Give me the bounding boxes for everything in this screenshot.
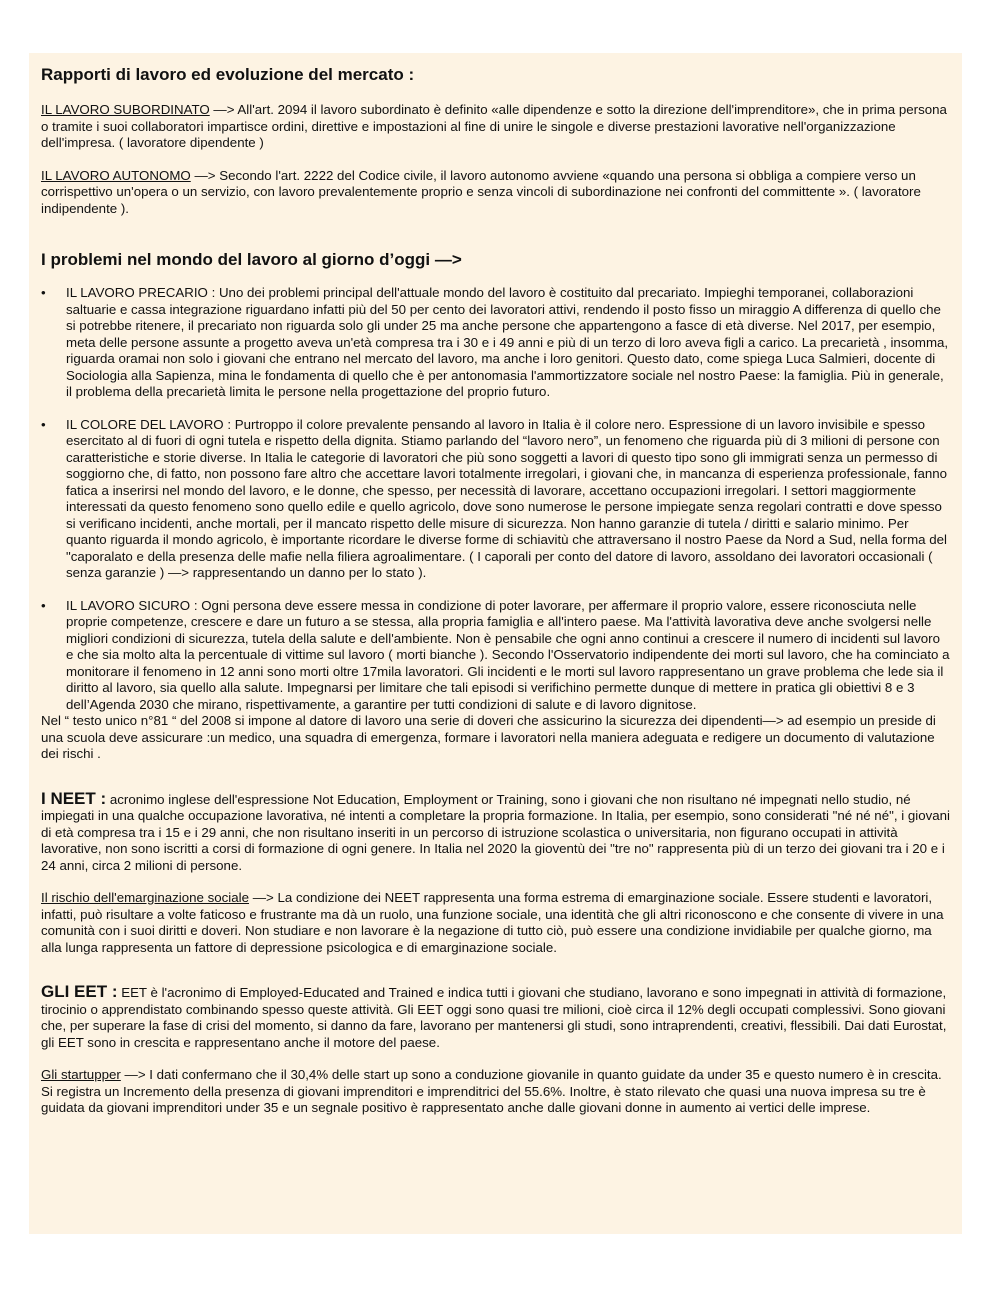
label-startupper: Gli startupper: [41, 1067, 121, 1082]
document-page: [29, 53, 962, 1234]
label-lavoro-autonomo: IL LAVORO AUTONOMO: [41, 167, 191, 183]
text-lavoro-autonomo: —> Secondo l'art. 2222 del Codice civile, il lavoro autonomo avviene «quando una persona si obbliga a compiere verso un corrispettivo un'opera o un servizio, con lavoro prevalentemente proprio e senza vincoli di subordinazione nei confronti del committente ». ( lavoratore indipendente ).: [41, 167, 921, 216]
text-lavoro-subordinato: —> All'art. 2094 il lavoro subordinato è definito «alle dipendenze e sotto la direzione dell'imprenditore», che in prima persona o tramite i suoi collaboratori impartisce ordini, direttive e impostazioni al fine di unire le singole e diverse prestazioni lavorative nell'organizzazione dell'impresa. ( lavoratore dipendente ): [41, 102, 947, 150]
text-eet: EET è l'acronimo di Employed-Educated and Trained e indica tutti i giovani che studiano, lavorano e sono impegnati in attività di formazione, tirocinio o apprendistato combinando spesso queste attività. Gli EET oggi sono quasi tre milioni, cioè circa il 12% degli occupati complessivi. Sono giovani che, per superare la fase di crisi del momento, si danno da fare, lavorano per mantenersi gli studi, sono intraprendenti, creativi, flessibili. Dai dati Eurostat, gli EET sono in crescita e rappresentano anche il motore del paese.: [41, 985, 947, 1050]
paragraph-neet: [41, 788, 950, 875]
paragraph-rischio-emarginazione: [41, 890, 950, 956]
paragraph-lavoro-autonomo: [41, 168, 950, 218]
paragraph-testo-unico: Nel “ testo unico n°81 “ del 2008 si impone al datore di lavoro una serie di doveri che assicurino la sicurezza dei dipendenti—> ad esempio un preside di una scuola deve assicurare :un medico, una squadra di emergenza, formare i lavoratori nella maniera adeguata e redigere un documento di valutazione dei rischi .: [41, 713, 936, 761]
bullet-icon: •: [41, 285, 46, 300]
paragraph-lavoro-subordinato: [41, 102, 950, 152]
paragraph-startupper: [41, 1067, 950, 1117]
label-lavoro-subordinato: IL LAVORO SUBORDINATO: [41, 102, 210, 117]
text-startupper: —> I dati confermano che il 30,4% delle start up sono a conduzione giovanile in quanto guidate da under 35 e questo numero è in crescita. Si registra un Incremento della presenza di giovani imprenditori e imprenditrici del 55.6%. Inoltre, è stato rilevato che quasi una nuova impresa su tre è guidata da giovani imprenditori under 35 e un segnale positivo è rappresentato anche dalle giovani donne in aumento ai vertici delle imprese.: [41, 1067, 942, 1115]
text-rischio-emarginazione: —> La condizione dei NEET rappresenta una forma estrema di emarginazione sociale. Essere studenti e lavoratori, infatti, può risultare a volte faticoso e frustrante ma dà un ruolo, una funzione sociale, una identità che gli altri riconoscono e che consente di vivere in una comunità con i suoi diritti e doveri. Non studiare e non lavorare è la negazione di tutto ciò, può essere una condizione invidiabile per qualche giorno, ma alla lunga rappresenta un fattore di depressione psicologica e di emarginazione sociale.: [41, 890, 944, 955]
text-neet: acronimo inglese dell'espressione Not Education, Employment or Training, sono i giovani che non risultano né impegnati nello studio, né impiegati in una qualche occupazione lavorativa, né intenti a completare la propria formazione. In Italia, per esempio, sono considerati "né né né", i giovani di età compresa tra i 15 e i 29 anni, che non risultano inseriti in un percorso di istruzione scolastica o universitaria, non figurano occupati in attività lavorative, non sono iscritti a corsi di formazione di ogni genere. In Italia nel 2020 la gioventù dei "tre no" rappresenta più di un terzo dei giovani tra i 20 e i 24 anni, circa 2 milioni di persone.: [41, 791, 950, 873]
text-colore-lavoro: IL COLORE DEL LAVORO : Purtroppo il colore prevalente pensando al lavoro in Italia è il colore nero. Espressione di un lavoro invisibile e spesso esercitato al di fuori di ogni tutela e rispetto della dignita. Stiamo parlando del “lavoro nero”, un fenomeno che riguarda più di 3 milioni di persone con caratteristiche e storie diverse. In Italia le categorie di lavoratori che più sono soggetti a lavori di questo tipo sono gli immigrati senza un permesso di soggiorno che, di fatto, non possono fare altro che accettare lavori totalmente irregolari, i giovani che, in mancanza di esperienza professionale, fanno fatica a inserirsi nel mondo del lavoro, e le donne, che spesso, per necessità di lavorare, accettano occupazioni irregolari. I settori maggiormente interessati da questo fenomeno sono quello edile e quello agricolo, dove sono numerose le persone impiegate senza regolari contratti e dove spesso si verificano incidenti, anche mortali, per il mancato rispetto delle misure di sicurezza. Non hanno garanzie di tutela / diritti e salario minimo. Per quanto riguarda il mondo agricolo, è importante ricordare le diverse forme di schiavitù che attraversano il nostro Paese da Nord a Sud, nella forma del "caporalato e della presenza delle mafie nella filiera agroalimentare. ( I caporali per conto del datore di lavoro, assoldano dei lavoratori occasionali ( senza garanzie ) —> rappresentando un danno per lo stato ).: [66, 416, 948, 580]
list-item-lavoro-precario: [41, 285, 950, 401]
text-lavoro-sicuro: IL LAVORO SICURO : Ogni persona deve essere messa in condizione di poter lavorare, per affermare il proprio valore, essere riconosciuta nelle proprie competenze, crescere e dare un futuro a se stessa, alla propria famiglia e all'intero paese. Ma l'attività lavorativa deve anche svolgersi nelle migliori condizioni di sicurezza, tutela della salute e dell'ambiente. Non è pensabile che ogni anno continui a crescere il numero di incidenti sul lavoro e che sia molto alta la percentuale di vittime sul lavoro ( morti bianche ). Secondo l'Osservatorio indipendente dei morti sul lavoro, che ha cominciato a monitorare il fenomeno in 12 anni sono morti oltre 17mila lavoratori. Gli incidenti e le morti sul lavoro rappresentano un grave problema che lede sia il diritto al lavoro, sia quello alla salute. Impegnarsi per limitare che tali episodi si verifichino permette dunque di mettere in pratica gli obiettivi 8 e 3 dell’Agenda 2030 che mirano, rispettivamente, a garantire per tutti condizioni di salute e di lavoro dignitose.: [66, 597, 950, 712]
text-lavoro-precario: IL LAVORO PRECARIO : Uno dei problemi principal dell'attuale mondo del lavoro è costituito dal precariato. Impieghi temporanei, collaborazioni saltuarie e cassa integrazione riguardano infatti più del 50 per cento dei lavoratori attivi, rendendo il posto fisso un miraggio A differenza di quello che si potrebbe ritenere, il precariato non riguarda solo gli under 25 ma anche persone che appartengono a fasce di età diverse. Nel 2017, per esempio, meta delle persone assunte a progetto aveva un'età compresa tra i 30 e i 49 anni e più di un terzo di loro aveva figli a carico. La precarietà , insomma, riguarda oramai non solo i giovani che entrano nel mercato del lavoro, ma anche i loro genitori. Questo dato, come spiega Luca Salmieri, docente di Sociologia alla Sapienza, mina le fondamenta di quello che è per antonomasia l'ammortizzatore sociale nel nostro Paese: la famiglia. Più in generale, il problema della precarietà limita le persone nella progettazione del proprio futuro.: [66, 285, 949, 399]
list-item-colore-lavoro: [41, 417, 950, 582]
bullet-icon: •: [41, 416, 46, 432]
bullet-icon: •: [41, 597, 46, 613]
list-item-lavoro-sicuro: [41, 598, 950, 714]
section-title-rapporti: Rapporti di lavoro ed evoluzione del mercato :: [41, 65, 415, 84]
problems-list: [41, 285, 950, 713]
label-rischio-emarginazione: Il rischio dell'emarginazione sociale: [41, 890, 250, 905]
label-eet: GLI EET :: [41, 982, 118, 1001]
section-title-problemi: I problemi nel mondo del lavoro al giorno d’oggi —>: [41, 250, 462, 269]
label-neet: I NEET :: [41, 788, 107, 808]
paragraph-eet: [41, 984, 950, 1051]
